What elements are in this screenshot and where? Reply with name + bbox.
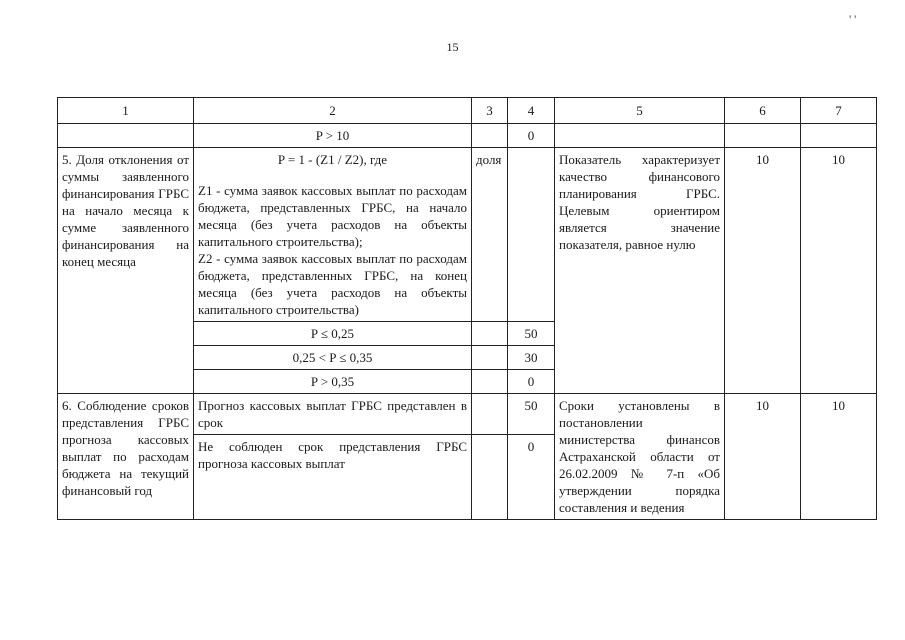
header-col-6: 6 — [725, 98, 801, 124]
header-col-2: 2 — [194, 98, 472, 124]
header-row — [58, 98, 877, 124]
formula-cell — [194, 148, 472, 322]
condition-cell: Не соблюден срок представления ГРБС прогноза кассовых выплат — [194, 435, 472, 520]
condition-cell: 0,25 < P ≤ 0,35 — [194, 346, 472, 370]
table-row — [58, 148, 877, 322]
indicator-name: 6. Соблюдение сроков представления ГРБС прогноза кассовых выплат по расходам бюджета на текущий финансовый год — [58, 394, 194, 520]
z1-definition: Z1 - сумма заявок кассовых выплат по расходам бюджета, представленных ГРБС, на начало месяца (без учета расходов на объекты капитального строительства); — [198, 183, 467, 249]
score-cell: 50 — [508, 394, 555, 435]
score-cell: 0 — [508, 370, 555, 394]
col6-cell: 10 — [725, 394, 801, 520]
table-row — [58, 124, 877, 148]
unit-cell: доля — [472, 148, 508, 322]
header-col-5: 5 — [555, 98, 725, 124]
condition-cell: Прогноз кассовых выплат ГРБС представлен в срок — [194, 394, 472, 435]
col7-cell: 10 — [801, 148, 877, 394]
comment-cell: Сроки установлены в постановлении министерства финансов Астраханской области от 26.02.2009 № 7-п «Об утверждении порядка составления и ведения — [555, 394, 725, 520]
indicator-name: 5. Доля отклонения от суммы заявленного финансирования ГРБС на начало месяца к сумме заявленного финансирования на конец месяца — [58, 148, 194, 394]
condition-cell: P > 10 — [194, 124, 472, 148]
indicator-table — [57, 97, 877, 520]
formula: P = 1 - (Z1 / Z2), где — [277, 152, 388, 167]
header-col-3: 3 — [472, 98, 508, 124]
score-cell: 0 — [508, 435, 555, 520]
z2-definition: Z2 - сумма заявок кассовых выплат по расходам бюджета, представленных ГРБС, на конец месяца (без учета расходов на объекты капитального строительства) — [198, 251, 467, 317]
condition-cell: P ≤ 0,25 — [194, 322, 472, 346]
score-cell: 30 — [508, 346, 555, 370]
corner-mark: ' ' — [849, 12, 857, 26]
score-cell: 0 — [508, 124, 555, 148]
header-col-4: 4 — [508, 98, 555, 124]
page-number: 15 — [446, 40, 459, 54]
comment-cell: Показатель характеризует качество финансового планирования ГРБС. Целевым ориентиром является значение показателя, равное нулю — [555, 148, 725, 394]
header-col-1: 1 — [58, 98, 194, 124]
col7-cell: 10 — [801, 394, 877, 520]
condition-cell: P > 0,35 — [194, 370, 472, 394]
table-row — [58, 394, 877, 435]
score-cell: 50 — [508, 322, 555, 346]
col6-cell: 10 — [725, 148, 801, 394]
header-col-7: 7 — [801, 98, 877, 124]
